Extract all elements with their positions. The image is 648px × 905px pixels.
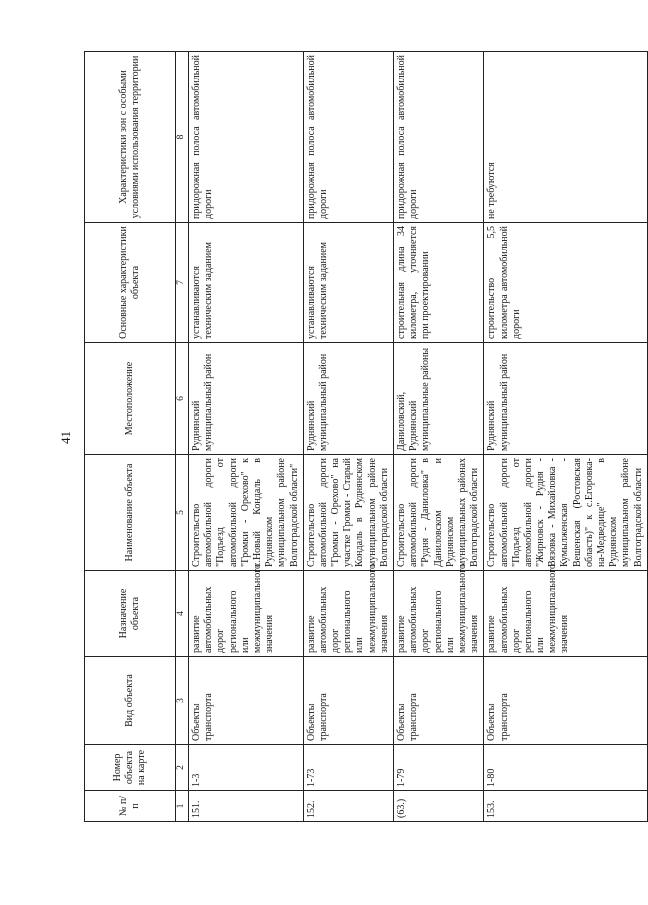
row-number: 151. <box>189 791 304 822</box>
rotated-table-container <box>84 52 644 822</box>
object-name: Строительство автомобильной дороги "Подъезд от автомобильной дороги "Громки - Орехово" к с.Новый Кондаль в Руднянском муниципальном районе Волгоградской области" <box>189 455 304 571</box>
header-purpose: Назначение объекта <box>85 571 176 657</box>
header-row <box>85 52 176 822</box>
object-location: Руднянский муниципальный район <box>303 343 393 455</box>
objects-table <box>84 51 648 822</box>
table-row <box>303 52 393 822</box>
object-location: Руднянский муниципальный район <box>189 343 304 455</box>
object-characteristics: устанавливаются техническим заданием <box>303 223 393 343</box>
object-zones: не требуются <box>484 52 647 223</box>
header-zones: Характеристики зон с особыми условиями использования территории <box>85 52 176 223</box>
table-row <box>484 52 647 822</box>
object-zones: придорожная полоса автомобильной дороги <box>189 52 304 223</box>
header-map-number: Номер объекта на карте <box>85 745 176 791</box>
object-characteristics: строительная длина 34 километра, уточняется при проектировании <box>394 223 484 343</box>
column-number: 6 <box>176 343 189 455</box>
object-kind: Объекты транспорта <box>484 657 647 745</box>
header-location: Местоположение <box>85 343 176 455</box>
object-purpose: развитие автомобильных дорог регионального или межмуниципального значения <box>394 571 484 657</box>
object-zones: придорожная полоса автомобильной дороги <box>394 52 484 223</box>
map-number: 1-80 <box>484 745 647 791</box>
column-number: 7 <box>176 223 189 343</box>
object-kind: Объекты транспорта <box>394 657 484 745</box>
object-kind: Объекты транспорта <box>303 657 393 745</box>
page-number: 41 <box>58 431 73 444</box>
map-number: 1-3 <box>189 745 304 791</box>
map-number: 1-73 <box>303 745 393 791</box>
object-characteristics: устанавливаются техническим заданием <box>189 223 304 343</box>
object-name: Строительство автомобильной дороги "Подъезд от автомобильной дороги "Жирновск - Рудня - Вязовка - Михайловка - Кумылженская - Вешенская (Ростовская область)" к с.Егоровка-на-Медведице" в Руднянском муниципальном районе Волгоградской области <box>484 455 647 571</box>
object-purpose: развитие автомобильных дорог регионального или межмуниципального значения <box>303 571 393 657</box>
header-name: Наименование объекта <box>85 455 176 571</box>
object-name: Строительство автомобильной дороги "Громки - Орехово" на участке Громки - Старый Кондаль в Руднянском муниципальном районе Волгоградской области <box>303 455 393 571</box>
object-zones: придорожная полоса автомобильной дороги <box>303 52 393 223</box>
column-number: 1 <box>176 791 189 822</box>
object-location: Руднянский муниципальный район <box>484 343 647 455</box>
object-kind: Объекты транспорта <box>189 657 304 745</box>
header-object-kind: Вид объекта <box>85 657 176 745</box>
column-number: 3 <box>176 657 189 745</box>
map-number: 1-79 <box>394 745 484 791</box>
column-number: 8 <box>176 52 189 223</box>
object-location: Даниловский, Руднянский муниципальные районы <box>394 343 484 455</box>
column-number: 4 <box>176 571 189 657</box>
object-name: Строительство автомобильной дороги "Рудня - Даниловка" в Даниловском и Руднянском муниципальных районах Волгоградской области <box>394 455 484 571</box>
column-numbers-row <box>176 52 189 822</box>
column-number: 5 <box>176 455 189 571</box>
row-number: (63.) <box>394 791 484 822</box>
table-row <box>394 52 484 822</box>
header-number: № п/п <box>85 791 176 822</box>
table-row <box>189 52 304 822</box>
row-number: 153. <box>484 791 647 822</box>
object-purpose: развитие автомобильных дорог регионального или межмуниципального значения <box>484 571 647 657</box>
row-number: 152. <box>303 791 393 822</box>
object-characteristics: строительство 5,5 километра автомобильной дороги <box>484 223 647 343</box>
object-purpose: развитие автомобильных дорог регионального или межмуниципального значения <box>189 571 304 657</box>
column-number: 2 <box>176 745 189 791</box>
header-characteristics: Основные характеристики объекта <box>85 223 176 343</box>
